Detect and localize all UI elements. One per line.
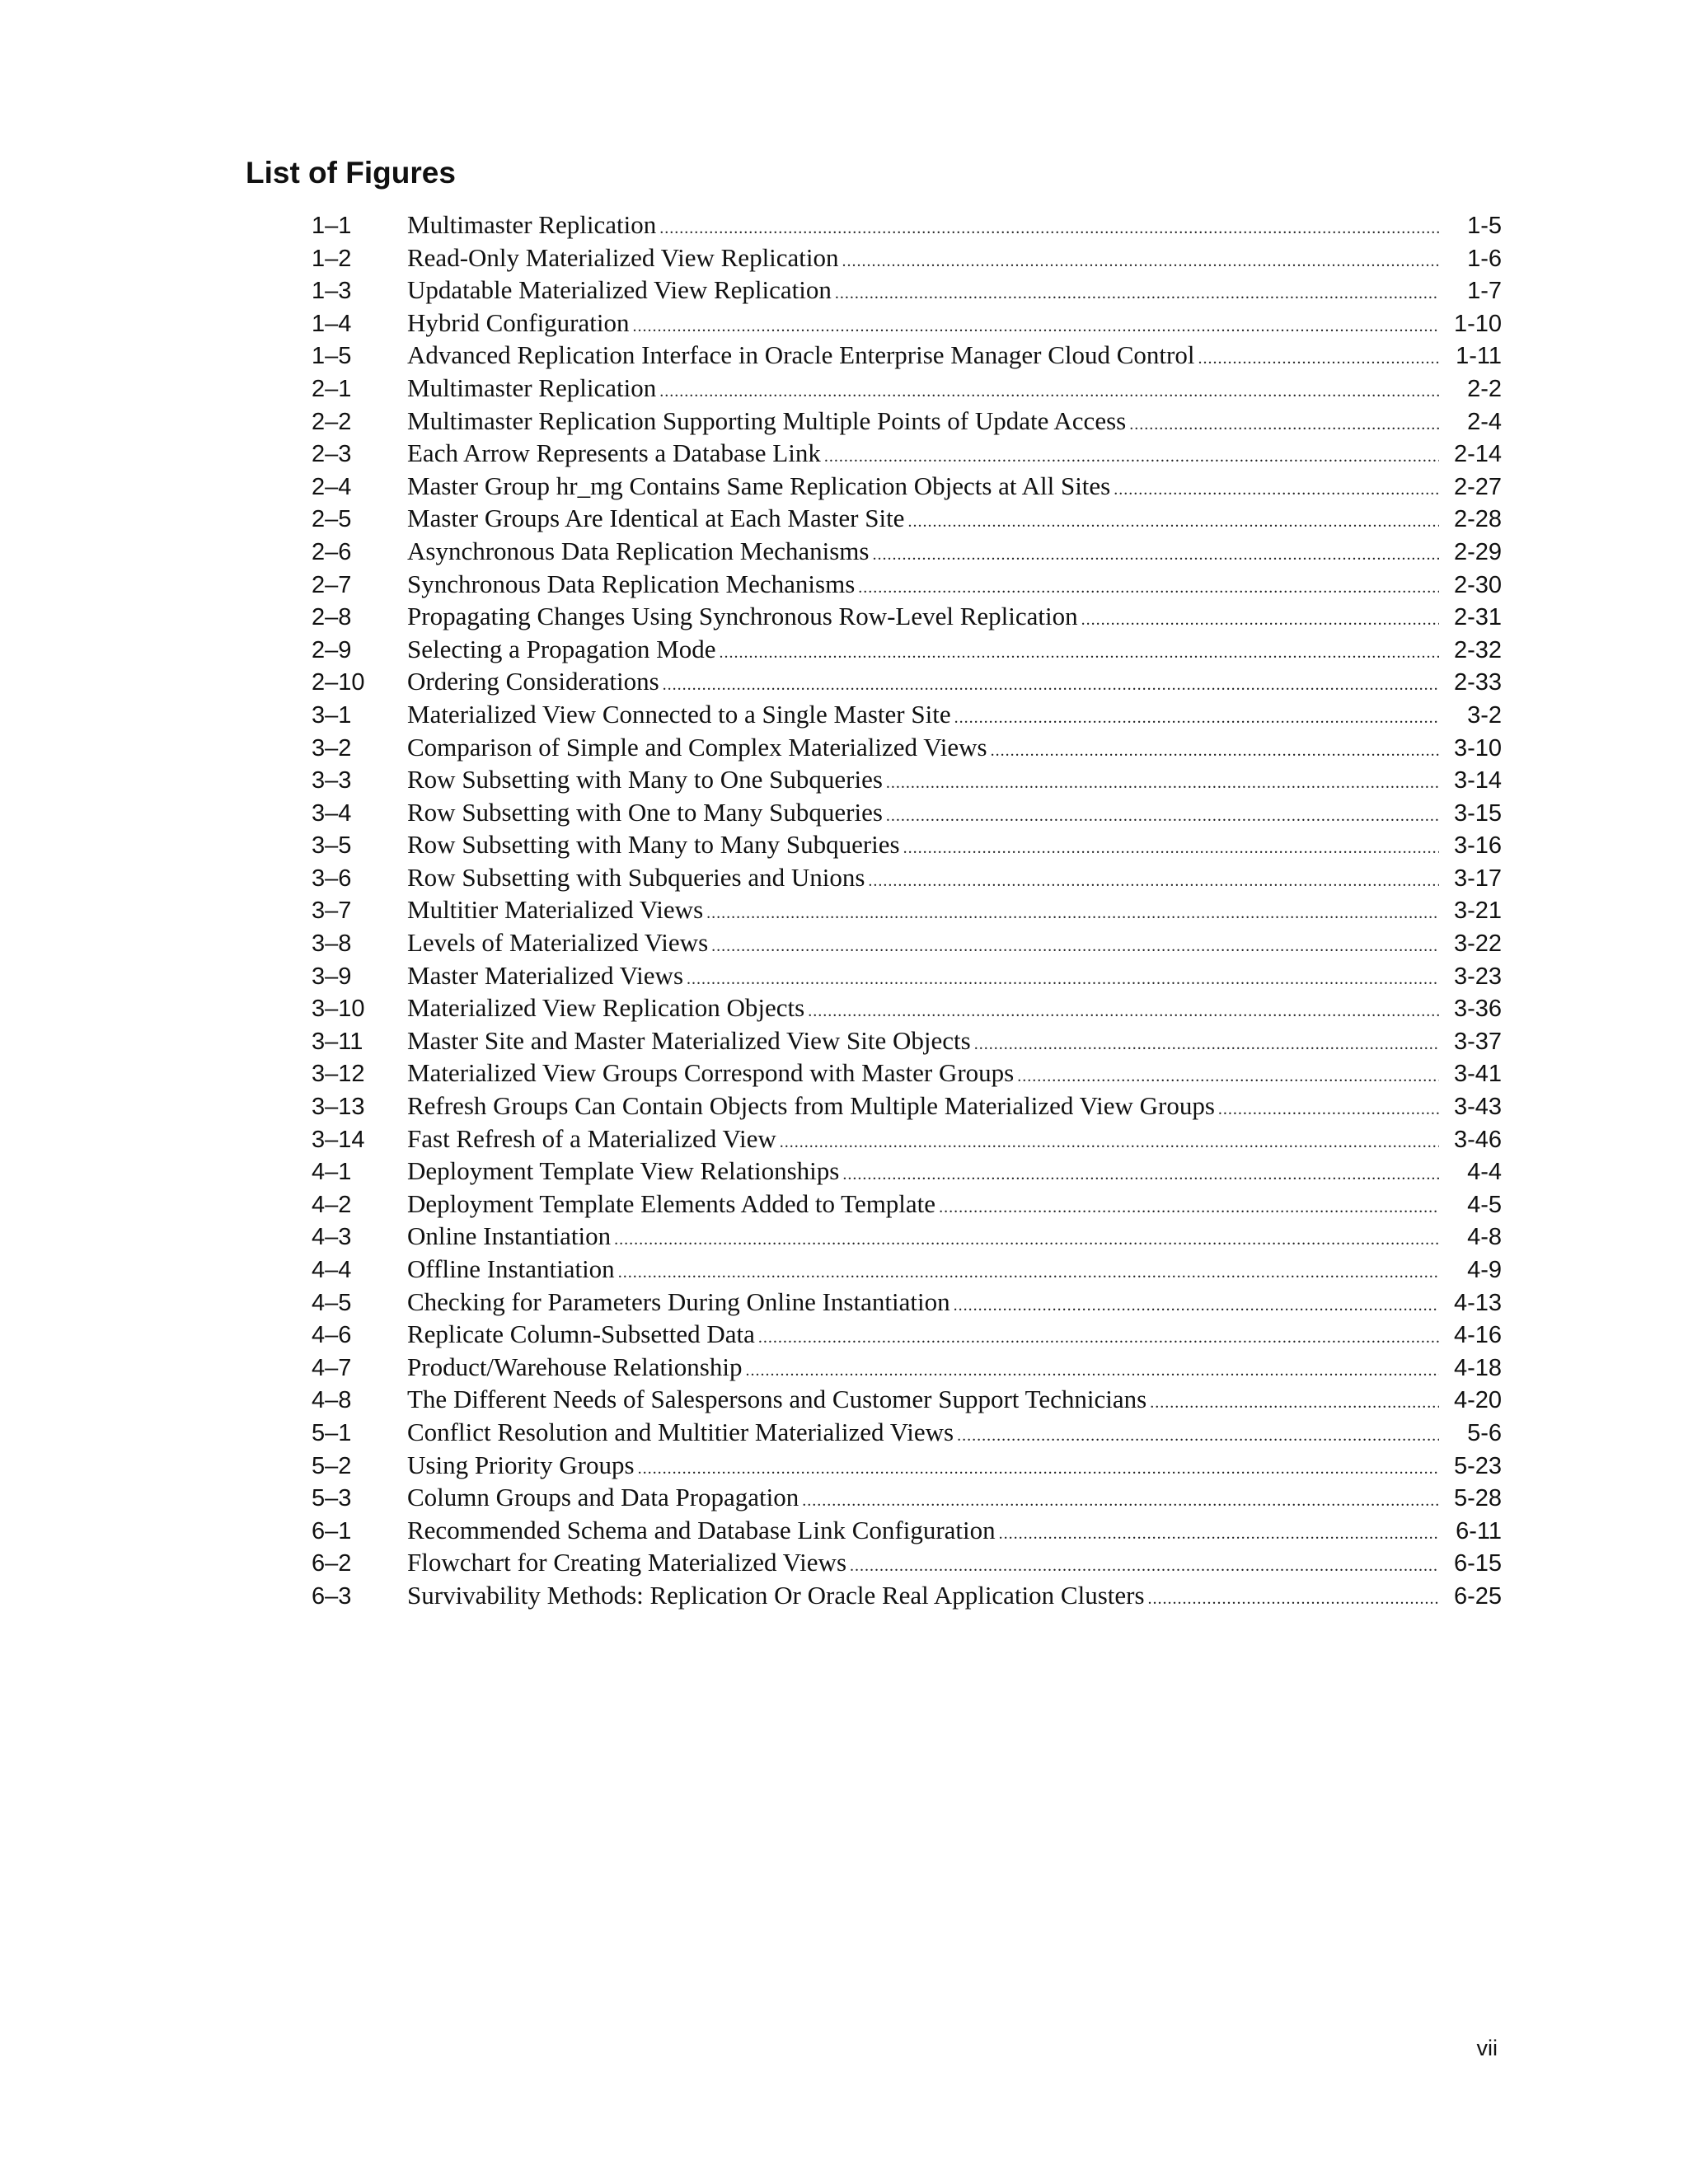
- figure-entry-body: [407, 1091, 1439, 1121]
- figure-entry[interactable]: [312, 1548, 1502, 1581]
- figure-entry-body: [407, 373, 1439, 403]
- figure-entry[interactable]: [312, 895, 1502, 928]
- figure-entry[interactable]: [312, 1418, 1502, 1451]
- figure-entry-body: [407, 406, 1439, 436]
- figure-title[interactable]: Ordering Considerations: [407, 667, 659, 696]
- figure-entry-body: [407, 1156, 1439, 1186]
- figure-number: 6–1: [312, 1517, 352, 1544]
- figure-number: 3–3: [312, 767, 352, 794]
- figure-title[interactable]: Recommended Schema and Database Link Configuration: [407, 1515, 996, 1544]
- figure-number: 5–2: [312, 1452, 352, 1479]
- figure-number: 2–9: [312, 636, 352, 663]
- figure-page-number[interactable]: 3-17: [1453, 865, 1502, 892]
- dot-leader: [720, 644, 1440, 663]
- figure-entry[interactable]: [312, 537, 1502, 569]
- figure-title[interactable]: Levels of Materialized Views: [407, 928, 709, 958]
- figure-entry-body: [407, 1451, 1439, 1480]
- figure-number: 3–9: [312, 963, 352, 990]
- figure-page-number[interactable]: 6-15: [1453, 1550, 1502, 1577]
- figure-page-number[interactable]: 2-14: [1453, 441, 1502, 468]
- figure-page-number[interactable]: 3-15: [1453, 799, 1502, 827]
- figure-page-number[interactable]: 2-32: [1453, 636, 1502, 663]
- figure-title[interactable]: Master Group hr_mg Contains Same Replication Objects at All Sites: [407, 471, 1111, 500]
- figure-title[interactable]: Row Subsetting with Many to One Subqueries: [407, 765, 883, 794]
- figure-entry-body: [407, 340, 1439, 370]
- figure-title[interactable]: Row Subsetting with One to Many Subqueries: [407, 797, 883, 827]
- figure-entry[interactable]: [312, 1221, 1502, 1254]
- figure-number: 3–5: [312, 832, 352, 860]
- figure-page-number[interactable]: 2-4: [1467, 408, 1502, 435]
- figure-entry[interactable]: [312, 1156, 1502, 1189]
- figure-entry-body: [407, 569, 1439, 599]
- figure-title[interactable]: Updatable Materialized View Replication: [407, 275, 832, 305]
- figure-number: 4–6: [312, 1322, 352, 1349]
- dot-leader: [954, 709, 1439, 728]
- dot-leader: [999, 1525, 1439, 1544]
- figure-title[interactable]: Multitier Materialized Views: [407, 895, 704, 925]
- figure-entry[interactable]: [312, 1124, 1502, 1157]
- figure-page-number[interactable]: 1-11: [1456, 343, 1502, 370]
- figure-title[interactable]: Asynchronous Data Replication Mechanisms: [407, 536, 870, 565]
- figure-number: 1–2: [312, 245, 352, 272]
- figure-title[interactable]: Using Priority Groups: [407, 1450, 635, 1479]
- dot-leader: [808, 1002, 1439, 1021]
- dot-leader: [1017, 1067, 1439, 1086]
- figure-title[interactable]: Survivability Methods: Replication Or Oracle Real Application Clusters: [407, 1580, 1145, 1610]
- figure-entry-body: [407, 1516, 1439, 1545]
- figure-page-number[interactable]: 2-29: [1453, 538, 1502, 565]
- figure-page-number[interactable]: 3-10: [1453, 734, 1502, 762]
- figure-entry-body: [407, 1189, 1439, 1219]
- figure-title[interactable]: Each Arrow Represents a Database Link: [407, 438, 821, 468]
- figure-entry-body: [407, 667, 1439, 696]
- figure-title[interactable]: Checking for Parameters During Online Instantiation: [407, 1286, 950, 1316]
- figure-page-number[interactable]: 5-23: [1453, 1452, 1502, 1479]
- dot-leader: [687, 970, 1439, 989]
- figure-title[interactable]: Multimaster Replication Supporting Multiple Points of Update Access: [407, 405, 1127, 435]
- figure-entry[interactable]: [312, 1581, 1502, 1614]
- figure-page-number[interactable]: 3-2: [1467, 701, 1502, 729]
- figure-number: 6–3: [312, 1582, 352, 1610]
- figure-entry[interactable]: [312, 308, 1502, 341]
- dot-leader: [991, 742, 1439, 761]
- figure-title[interactable]: Master Groups Are Identical at Each Master Site: [407, 504, 905, 533]
- figure-number: 3–6: [312, 865, 352, 892]
- page-title: List of Figures: [246, 156, 456, 190]
- figure-number: 1–1: [312, 213, 352, 239]
- dot-leader: [907, 513, 1439, 532]
- figure-page-number[interactable]: 1-10: [1453, 310, 1502, 337]
- figure-entry-body: [407, 1287, 1439, 1317]
- figure-entry-body: [407, 733, 1439, 762]
- figure-entry-body: [407, 1548, 1439, 1577]
- figure-entry[interactable]: [312, 863, 1502, 896]
- figure-page-number[interactable]: 2-33: [1453, 669, 1502, 696]
- figure-entry[interactable]: [312, 961, 1502, 994]
- figure-entry[interactable]: [312, 993, 1502, 1026]
- figure-page-number[interactable]: 5-6: [1467, 1419, 1502, 1446]
- figure-entry[interactable]: [312, 1385, 1502, 1418]
- figure-page-number[interactable]: 3-21: [1453, 898, 1502, 925]
- figure-title[interactable]: Flowchart for Creating Materialized Views: [407, 1548, 847, 1577]
- figure-title[interactable]: Multimaster Replication: [407, 210, 657, 239]
- figure-title[interactable]: Hybrid Configuration: [407, 307, 630, 337]
- figure-entry[interactable]: [312, 1091, 1502, 1124]
- figure-page-number[interactable]: 4-8: [1467, 1224, 1502, 1251]
- figure-entry[interactable]: [312, 504, 1502, 537]
- figure-page-number[interactable]: 4-20: [1453, 1387, 1502, 1414]
- figure-page-number[interactable]: 3-22: [1453, 930, 1502, 958]
- figure-page-number[interactable]: 2-30: [1453, 571, 1502, 598]
- figure-page-number[interactable]: 4-9: [1467, 1257, 1502, 1283]
- figure-number: 1–3: [312, 278, 352, 305]
- dot-leader: [1150, 1394, 1439, 1413]
- figure-number: 4–8: [312, 1387, 352, 1414]
- figure-number: 1–5: [312, 343, 352, 370]
- figure-page-number[interactable]: 3-46: [1453, 1126, 1502, 1153]
- dot-leader: [633, 317, 1440, 336]
- figure-number: 5–3: [312, 1485, 352, 1512]
- dot-leader: [824, 448, 1439, 466]
- figure-entry[interactable]: [312, 373, 1502, 406]
- figure-entry[interactable]: [312, 765, 1502, 798]
- figure-title[interactable]: Row Subsetting with Subqueries and Unions: [407, 862, 865, 892]
- dot-leader: [663, 676, 1439, 695]
- figure-number: 3–1: [312, 701, 352, 729]
- dot-leader: [1129, 415, 1439, 434]
- figure-page-number[interactable]: 6-25: [1453, 1582, 1502, 1610]
- dot-leader: [802, 1492, 1439, 1511]
- dot-leader: [835, 284, 1439, 303]
- figure-page-number[interactable]: 1-6: [1467, 245, 1502, 272]
- figure-number: 2–2: [312, 408, 352, 435]
- figure-number: 3–14: [312, 1126, 365, 1153]
- figure-entry-body: [407, 210, 1439, 240]
- figure-entry-body: [407, 537, 1439, 566]
- dot-leader: [872, 546, 1439, 565]
- figure-title[interactable]: Synchronous Data Replication Mechanisms: [407, 569, 856, 598]
- figure-page-number[interactable]: 2-27: [1453, 473, 1502, 500]
- dot-leader: [706, 904, 1439, 923]
- dot-leader: [780, 1133, 1439, 1152]
- dot-leader: [858, 579, 1439, 598]
- figure-number: 4–4: [312, 1257, 352, 1283]
- figure-page-number[interactable]: 2-28: [1453, 506, 1502, 533]
- figure-number: 3–12: [312, 1061, 365, 1088]
- figure-page-number[interactable]: 2-31: [1453, 604, 1502, 631]
- figure-entry-body: [407, 438, 1439, 468]
- figure-title[interactable]: Row Subsetting with Many to Many Subqueries: [407, 830, 900, 860]
- dot-leader: [842, 252, 1439, 271]
- figure-number: 2–6: [312, 538, 352, 565]
- figure-number: 2–10: [312, 669, 365, 696]
- figure-page-number[interactable]: 4-4: [1467, 1159, 1502, 1186]
- figure-page-number[interactable]: 4-18: [1453, 1354, 1502, 1381]
- figure-title[interactable]: Refresh Groups Can Contain Objects from Multiple Materialized View Groups: [407, 1091, 1215, 1121]
- figure-entry-body: [407, 993, 1439, 1023]
- figure-entry[interactable]: [312, 210, 1502, 243]
- dot-leader: [659, 219, 1439, 238]
- figure-entry-body: [407, 243, 1439, 273]
- figure-entry[interactable]: [312, 471, 1502, 504]
- figure-number: 4–7: [312, 1354, 352, 1381]
- dot-leader: [1198, 349, 1439, 368]
- figure-entry[interactable]: [312, 667, 1502, 700]
- figure-title[interactable]: Comparison of Simple and Complex Materialized Views: [407, 732, 987, 762]
- dot-leader: [659, 382, 1439, 401]
- dot-leader: [1081, 611, 1439, 630]
- figure-title[interactable]: Advanced Replication Interface in Oracle Enterprise Manager Cloud Control: [407, 340, 1195, 370]
- figure-entry[interactable]: [312, 275, 1502, 308]
- figure-entry[interactable]: [312, 1483, 1502, 1516]
- figure-number: 4–3: [312, 1224, 352, 1251]
- dot-leader: [758, 1329, 1439, 1347]
- figure-number: 2–8: [312, 604, 352, 631]
- figure-entry-body: [407, 928, 1439, 958]
- figure-entry[interactable]: [312, 1058, 1502, 1091]
- figure-entry[interactable]: [312, 733, 1502, 766]
- figure-page-number[interactable]: 3-16: [1453, 832, 1502, 860]
- figure-entry-body: [407, 1418, 1439, 1447]
- dot-leader: [886, 774, 1439, 793]
- figure-page-number[interactable]: 3-37: [1453, 1028, 1502, 1055]
- figure-title[interactable]: The Different Needs of Salespersons and Customer Support Technicians: [407, 1385, 1147, 1414]
- figure-title[interactable]: Selecting a Propagation Mode: [407, 634, 716, 663]
- figure-number: 2–1: [312, 375, 352, 402]
- figure-entry-body: [407, 1385, 1439, 1414]
- figure-page-number[interactable]: 3-43: [1453, 1094, 1502, 1121]
- figure-number: 5–1: [312, 1419, 352, 1446]
- figure-entry-body: [407, 1581, 1439, 1610]
- figure-entry-body: [407, 700, 1439, 729]
- dot-leader: [903, 839, 1439, 858]
- figure-entry[interactable]: [312, 635, 1502, 668]
- figure-number: 2–4: [312, 473, 352, 500]
- figure-number: 3–11: [312, 1028, 363, 1055]
- figure-entry[interactable]: [312, 1287, 1502, 1320]
- figure-entry-body: [407, 1221, 1439, 1251]
- figure-number: 3–10: [312, 996, 365, 1023]
- figure-number: 2–5: [312, 506, 352, 533]
- figure-title[interactable]: Propagating Changes Using Synchronous Row-Level Replication: [407, 602, 1078, 631]
- figure-entry[interactable]: [312, 340, 1502, 373]
- figure-number: 6–2: [312, 1550, 352, 1577]
- dot-leader: [842, 1165, 1439, 1184]
- figure-title[interactable]: Read-Only Materialized View Replication: [407, 242, 839, 272]
- figure-title[interactable]: Fast Refresh of a Materialized View: [407, 1123, 776, 1153]
- figure-number: 1–4: [312, 310, 352, 337]
- figure-number: 3–13: [312, 1094, 365, 1121]
- figure-page-number[interactable]: 4-5: [1467, 1191, 1502, 1218]
- dot-leader: [1148, 1590, 1439, 1609]
- figure-entry[interactable]: [312, 569, 1502, 602]
- figure-title[interactable]: Column Groups and Data Propagation: [407, 1483, 799, 1512]
- figure-page-number[interactable]: 3-36: [1453, 996, 1502, 1023]
- figure-number: 4–2: [312, 1191, 352, 1218]
- figure-title[interactable]: Offline Instantiation: [407, 1254, 615, 1283]
- figure-number: 4–5: [312, 1289, 352, 1316]
- dot-leader: [850, 1557, 1439, 1576]
- figure-title[interactable]: Materialized View Groups Correspond with Master Groups: [407, 1058, 1015, 1088]
- dot-leader: [1218, 1100, 1439, 1119]
- figure-entry-body: [407, 275, 1439, 305]
- figure-title[interactable]: Replicate Column-Subsetted Data: [407, 1319, 755, 1349]
- figure-entry[interactable]: [312, 602, 1502, 635]
- figure-page-number[interactable]: 1-7: [1467, 278, 1502, 305]
- figure-entry-body: [407, 798, 1439, 827]
- dot-leader: [957, 1427, 1439, 1446]
- figure-title[interactable]: Materialized View Replication Objects: [407, 993, 805, 1023]
- figure-list: [312, 210, 1502, 1614]
- figure-number: 3–8: [312, 930, 352, 958]
- dot-leader: [638, 1460, 1439, 1479]
- page-folio: vii: [1476, 2036, 1498, 2060]
- figure-entry[interactable]: [312, 1516, 1502, 1549]
- figure-title[interactable]: Master Site and Master Materialized View Site Objects: [407, 1025, 971, 1055]
- figure-entry[interactable]: [312, 243, 1502, 276]
- dot-leader: [614, 1230, 1439, 1249]
- figure-page-number[interactable]: 3-23: [1453, 963, 1502, 990]
- figure-number: 3–2: [312, 734, 352, 762]
- figure-page-number[interactable]: 6-11: [1456, 1517, 1502, 1544]
- figure-entry-body: [407, 504, 1439, 533]
- dot-leader: [618, 1263, 1439, 1282]
- figure-title[interactable]: Deployment Template View Relationships: [407, 1156, 840, 1186]
- figure-entry[interactable]: [312, 406, 1502, 439]
- dot-leader: [711, 937, 1439, 956]
- figure-entry-body: [407, 602, 1439, 631]
- figure-entry-body: [407, 1026, 1439, 1056]
- figure-entry[interactable]: [312, 1254, 1502, 1287]
- figure-number: 2–7: [312, 571, 352, 598]
- dot-leader: [886, 807, 1439, 826]
- figure-page-number[interactable]: 2-2: [1467, 375, 1502, 402]
- figure-title[interactable]: Online Instantiation: [407, 1221, 612, 1251]
- figure-entry[interactable]: [312, 438, 1502, 471]
- dot-leader: [1114, 480, 1439, 499]
- figure-page-number[interactable]: 3-41: [1453, 1061, 1502, 1088]
- figure-title[interactable]: Deployment Template Elements Added to Template: [407, 1188, 936, 1218]
- figure-entry-body: [407, 471, 1439, 501]
- figure-page-number[interactable]: 4-16: [1453, 1322, 1502, 1349]
- figure-entry-body: [407, 895, 1439, 925]
- figure-entry[interactable]: [312, 1189, 1502, 1222]
- dot-leader: [974, 1035, 1439, 1054]
- figure-number: 2–3: [312, 441, 352, 468]
- dot-leader: [954, 1296, 1439, 1315]
- figure-entry-body: [407, 1254, 1439, 1284]
- figure-entry-body: [407, 1352, 1439, 1382]
- figure-entry[interactable]: [312, 1319, 1502, 1352]
- figure-title[interactable]: Conflict Resolution and Multitier Materialized Views: [407, 1417, 954, 1446]
- figure-title[interactable]: Master Materialized Views: [407, 960, 684, 990]
- figure-entry[interactable]: [312, 700, 1502, 733]
- figure-title[interactable]: Materialized View Connected to a Single Master Site: [407, 699, 951, 729]
- figure-entry-body: [407, 1483, 1439, 1512]
- figure-entry-body: [407, 1058, 1439, 1088]
- figure-entry-body: [407, 1319, 1439, 1349]
- figure-entry-body: [407, 635, 1439, 664]
- figure-page-number[interactable]: 1-5: [1467, 213, 1502, 239]
- figure-page-number[interactable]: 3-14: [1453, 767, 1502, 794]
- figure-entry-body: [407, 765, 1439, 794]
- figure-entry[interactable]: [312, 1352, 1502, 1385]
- figure-entry-body: [407, 830, 1439, 860]
- figure-page-number[interactable]: 5-28: [1453, 1485, 1502, 1512]
- figure-entry-body: [407, 961, 1439, 991]
- figure-entry[interactable]: [312, 830, 1502, 863]
- dot-leader: [939, 1198, 1439, 1217]
- figure-entry[interactable]: [312, 1026, 1502, 1059]
- figure-number: 3–4: [312, 799, 352, 827]
- figure-entry-body: [407, 1124, 1439, 1154]
- dot-leader: [745, 1361, 1439, 1380]
- figure-title[interactable]: Product/Warehouse Relationship: [407, 1352, 743, 1381]
- figure-entry[interactable]: [312, 798, 1502, 831]
- figure-entry-body: [407, 308, 1439, 338]
- figure-title[interactable]: Multimaster Replication: [407, 373, 657, 402]
- figure-entry[interactable]: [312, 928, 1502, 961]
- figure-number: 4–1: [312, 1159, 352, 1186]
- figure-entry-body: [407, 863, 1439, 893]
- figure-page-number[interactable]: 4-13: [1453, 1289, 1502, 1316]
- figure-entry[interactable]: [312, 1451, 1502, 1483]
- dot-leader: [868, 872, 1439, 891]
- figure-number: 3–7: [312, 898, 352, 925]
